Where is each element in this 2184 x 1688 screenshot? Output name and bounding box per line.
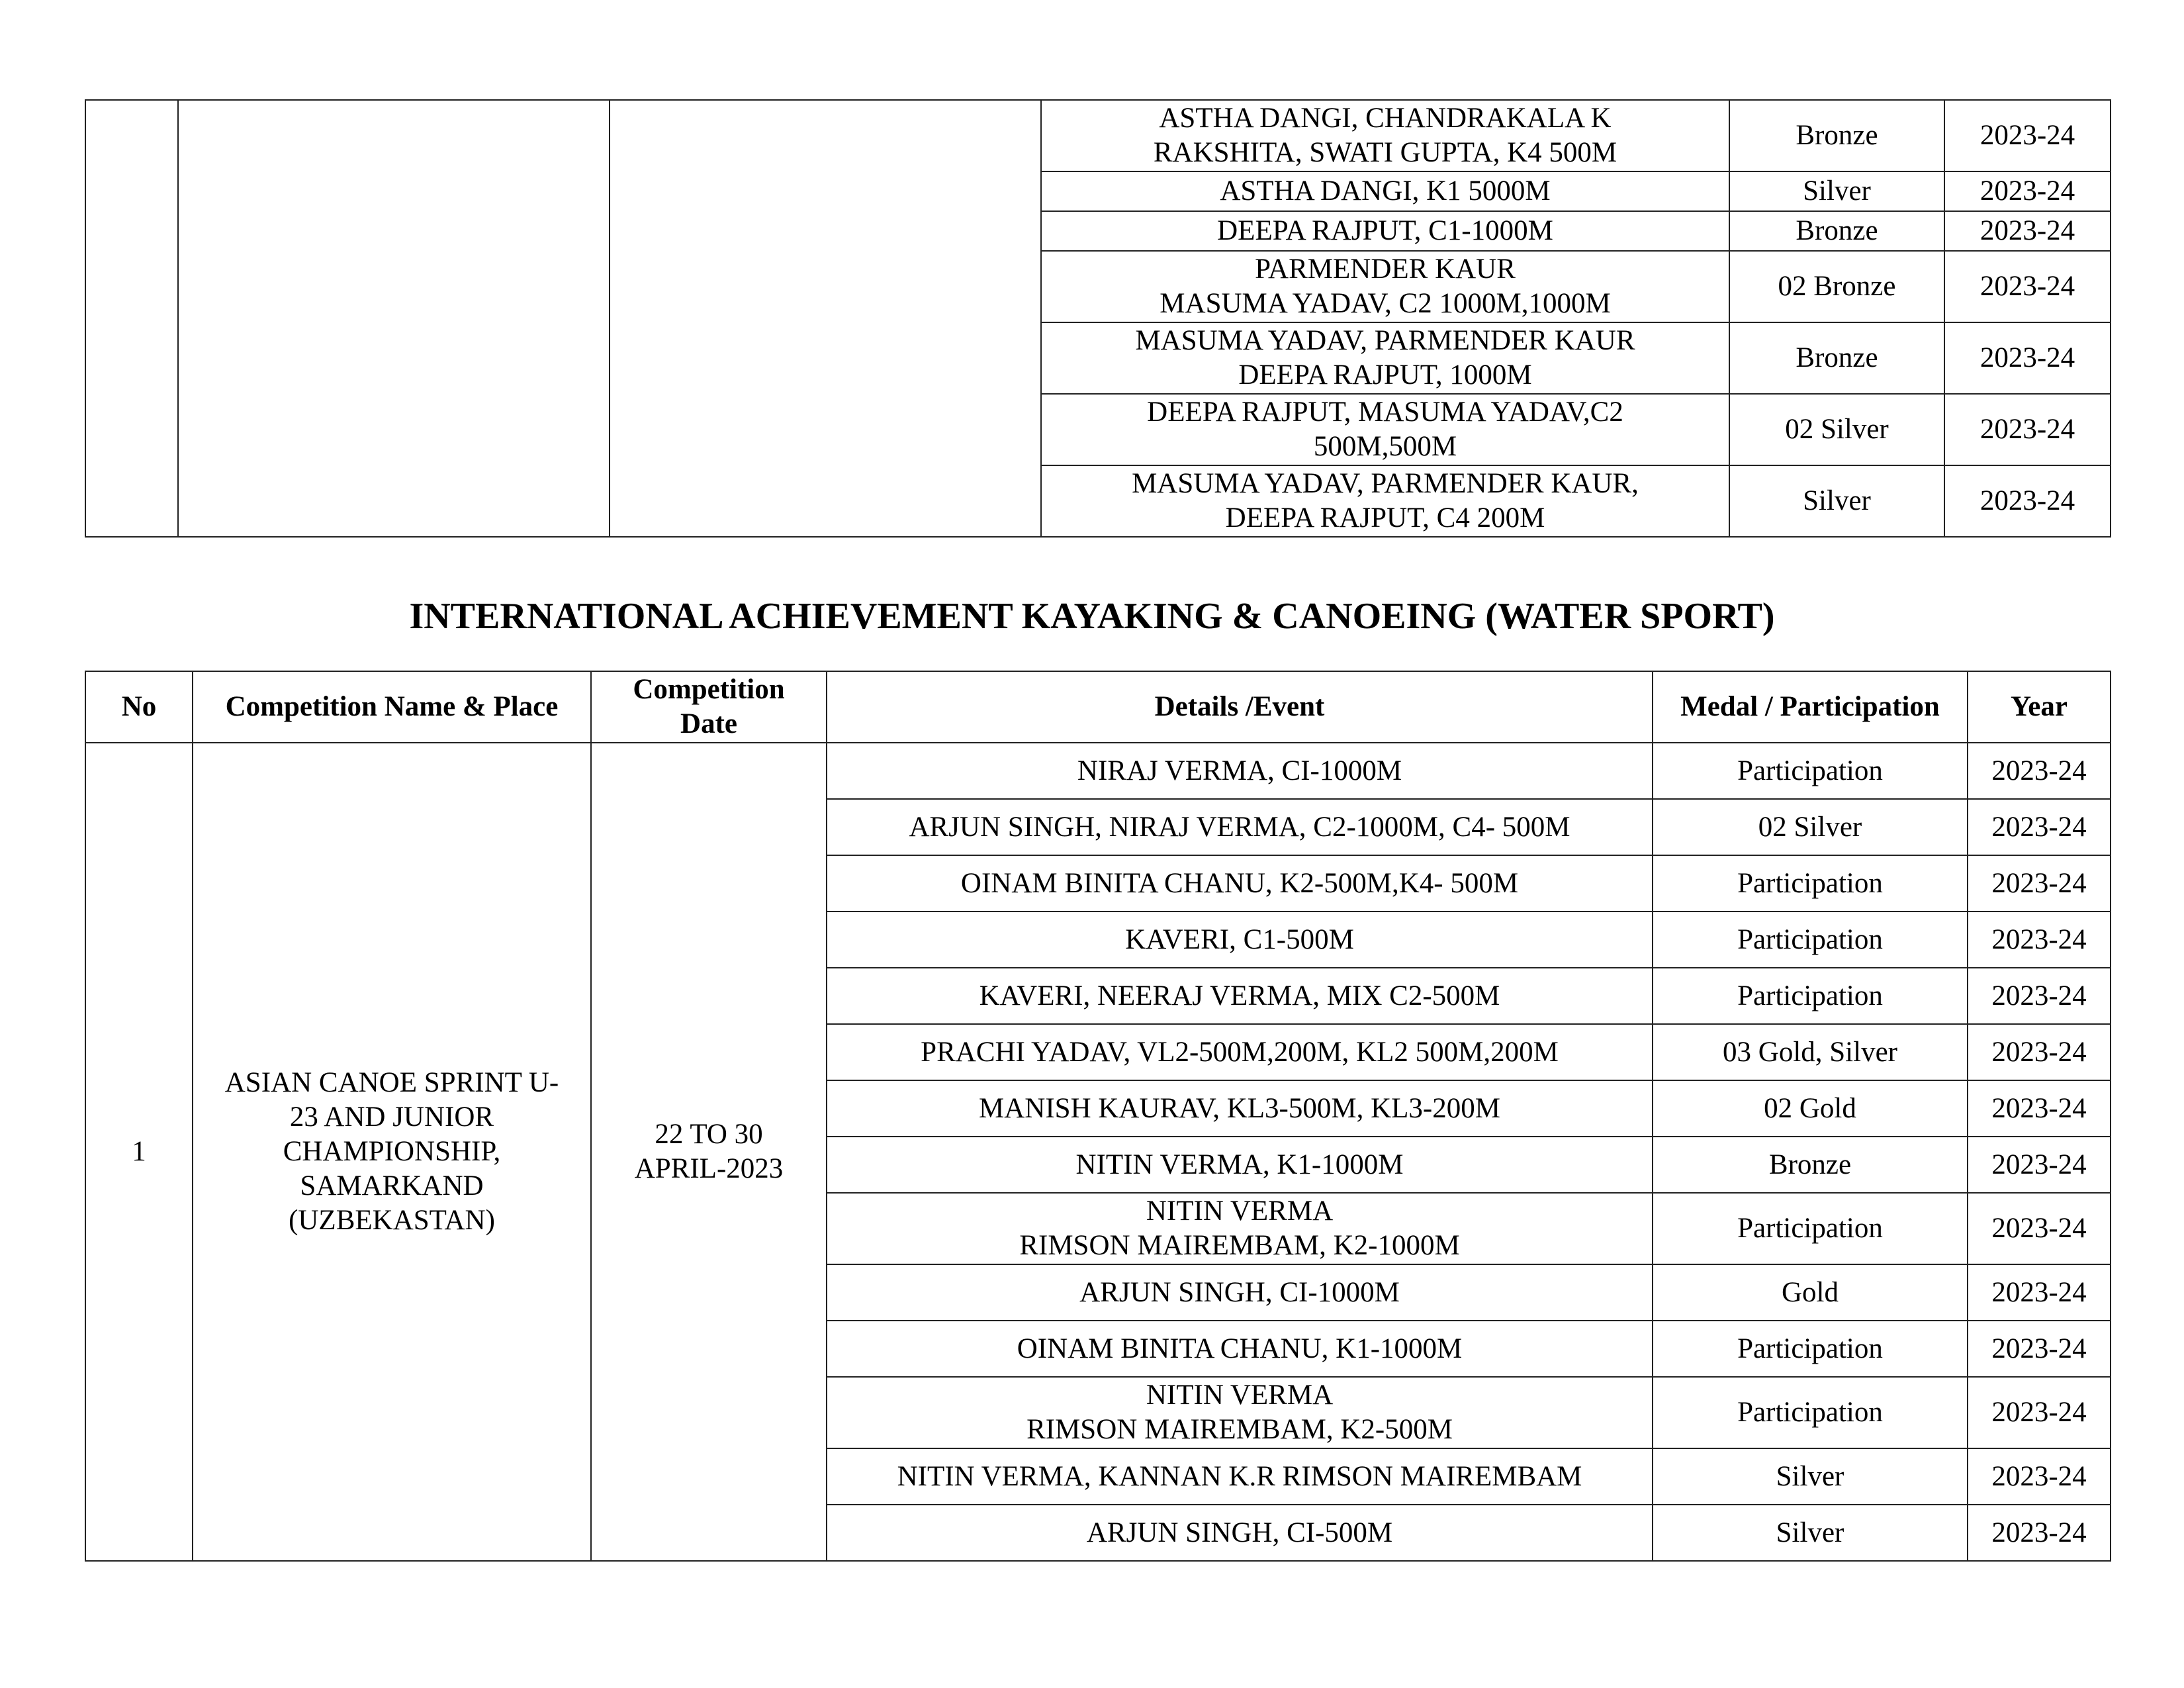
year-cell: 2023-24 [1968,743,2111,799]
year-cell: 2023-24 [1968,1505,2111,1561]
medal-cell: Silver [1729,171,1944,211]
year-cell: 2023-24 [1944,322,2111,394]
medal-cell: Silver [1653,1448,1968,1505]
year-cell: 2023-24 [1968,968,2111,1024]
achievement-body [85,743,2111,1561]
header-details: Details /Event [827,671,1653,743]
details-cell [1041,211,1729,251]
competition-cell [193,743,591,1561]
year-cell: 2023-24 [1968,1193,2111,1264]
details-cell [1041,251,1729,322]
continued-date-cell [610,100,1041,537]
details-cell-line: MASUMA YADAV, C2 1000M,1000M [1160,288,1611,319]
details-cell [1041,394,1729,465]
competition-cell-line: SAMARKAND [300,1170,484,1201]
details-cell [827,1080,1653,1137]
medal-cell: Bronze [1653,1137,1968,1193]
medal-cell: Bronze [1729,322,1944,394]
details-cell-line: MASUMA YADAV, PARMENDER KAUR [1135,325,1635,356]
header-year: Year [1968,671,2111,743]
details-cell-line: RIMSON MAIREMBAM, K2-500M [1026,1414,1453,1445]
details-cell [827,912,1653,968]
medal-cell: 02 Silver [1729,394,1944,465]
year-cell: 2023-24 [1968,1377,2111,1448]
details-cell-line: KAVERI, NEERAJ VERMA, MIX C2-500M [979,980,1500,1011]
details-cell-line: MANISH KAURAV, KL3-500M, KL3-200M [979,1092,1500,1124]
year-cell: 2023-24 [1968,912,2111,968]
details-cell-line: NITIN VERMA, K1-1000M [1075,1149,1404,1180]
details-cell-line: ASTHA DANGI, CHANDRAKALA K [1159,103,1612,134]
continued-results-body [85,100,2111,537]
medal-cell: Gold [1653,1264,1968,1321]
details-cell-line: MASUMA YADAV, PARMENDER KAUR, [1132,468,1639,499]
medal-cell: 02 Bronze [1729,251,1944,322]
year-cell: 2023-24 [1944,394,2111,465]
year-cell: 2023-24 [1968,1448,2111,1505]
year-cell: 2023-24 [1944,211,2111,251]
medal-cell: 03 Gold, Silver [1653,1024,1968,1080]
competition-date-cell-line: APRIL-2023 [634,1153,784,1184]
medal-cell: 02 Gold [1653,1080,1968,1137]
medal-cell: Silver [1729,465,1944,537]
header-date [591,671,827,743]
table-row [85,100,2111,171]
details-cell [827,1193,1653,1264]
medal-cell: Participation [1653,1193,1968,1264]
header-competition: Competition Name & Place [193,671,591,743]
achievement-table [85,671,2111,1562]
medal-cell: Bronze [1729,100,1944,171]
details-cell [1041,322,1729,394]
year-cell: 2023-24 [1968,1137,2111,1193]
details-cell-line: DEEPA RAJPUT, C4 200M [1225,502,1545,534]
details-cell [827,799,1653,855]
details-cell-line: ARJUN SINGH, CI-1000M [1079,1276,1400,1308]
details-cell-line: RAKSHITA, SWATI GUPTA, K4 500M [1153,137,1617,168]
medal-cell: Silver [1653,1505,1968,1561]
details-cell [1041,100,1729,171]
details-cell-line: DEEPA RAJPUT, 1000M [1238,359,1532,391]
details-cell [827,855,1653,912]
year-cell: 2023-24 [1968,1080,2111,1137]
section-title: INTERNATIONAL ACHIEVEMENT KAYAKING & CANOEING (WATER SPORT) [409,596,1775,637]
details-cell [827,1377,1653,1448]
details-cell-line: OINAM BINITA CHANU, K1-1000M [1017,1333,1463,1364]
details-cell-line: NITIN VERMA [1146,1196,1334,1227]
details-cell [827,1448,1653,1505]
details-cell-line: ARJUN SINGH, CI-500M [1086,1517,1393,1548]
details-cell-line: RIMSON MAIREMBAM, K2-1000M [1019,1230,1460,1261]
details-cell-line: PARMENDER KAUR [1255,254,1516,285]
details-cell [827,1264,1653,1321]
competition-cell-line: CHAMPIONSHIP, [283,1136,501,1167]
details-cell-line: KAVERI, C1-500M [1125,923,1354,955]
details-cell-line: DEEPA RAJPUT, C1-1000M [1217,215,1553,246]
year-cell: 2023-24 [1944,465,2111,537]
details-cell [827,1321,1653,1377]
header-no: No [85,671,193,743]
medal-cell: Participation [1653,1377,1968,1448]
continued-results-table [85,99,2111,538]
year-cell: 2023-24 [1968,855,2111,912]
header-date-line: Date [680,708,737,739]
continued-competition-cell [178,100,610,537]
details-cell [827,968,1653,1024]
year-cell: 2023-24 [1944,251,2111,322]
medal-cell: Participation [1653,912,1968,968]
continued-no-cell [85,100,178,537]
details-cell [1041,171,1729,211]
header-date-line: Competition [633,674,785,705]
competition-date-cell-line: 22 TO 30 [655,1119,763,1150]
competition-date-cell [591,743,827,1561]
details-cell [827,1505,1653,1561]
details-cell-line: PRACHI YADAV, VL2-500M,200M, KL2 500M,200M [921,1036,1559,1068]
details-cell-line: ARJUN SINGH, NIRAJ VERMA, C2-1000M, C4- 500M [909,811,1570,843]
details-cell-line: OINAM BINITA CHANU, K2-500M,K4- 500M [960,867,1519,899]
details-cell-line: 500M,500M [1313,431,1457,462]
details-cell-line: NITIN VERMA, KANNAN K.R RIMSON MAIREMBAM [897,1460,1582,1492]
details-cell-line: NITIN VERMA [1146,1380,1334,1411]
medal-cell: Participation [1653,968,1968,1024]
medal-cell: Participation [1653,743,1968,799]
year-cell: 2023-24 [1944,171,2111,211]
medal-cell: Participation [1653,1321,1968,1377]
year-cell: 2023-24 [1944,100,2111,171]
details-cell-line: DEEPA RAJPUT, MASUMA YADAV,C2 [1147,397,1623,428]
header-row [85,671,2111,743]
entry-number: 1 [85,743,193,1561]
details-cell [827,1137,1653,1193]
competition-cell-line: (UZBEKASTAN) [289,1205,495,1236]
year-cell: 2023-24 [1968,1024,2111,1080]
details-cell [827,743,1653,799]
year-cell: 2023-24 [1968,1321,2111,1377]
medal-cell: Bronze [1729,211,1944,251]
year-cell: 2023-24 [1968,799,2111,855]
competition-cell-line: ASIAN CANOE SPRINT U- [224,1067,559,1098]
header-medal: Medal / Participation [1653,671,1968,743]
year-cell: 2023-24 [1968,1264,2111,1321]
details-cell [1041,465,1729,537]
details-cell [827,1024,1653,1080]
competition-cell-line: 23 AND JUNIOR [289,1102,494,1133]
details-cell-line: ASTHA DANGI, K1 5000M [1220,175,1551,207]
medal-cell: Participation [1653,855,1968,912]
medal-cell: 02 Silver [1653,799,1968,855]
details-cell-line: NIRAJ VERMA, CI-1000M [1077,755,1402,786]
table-row [85,743,2111,799]
